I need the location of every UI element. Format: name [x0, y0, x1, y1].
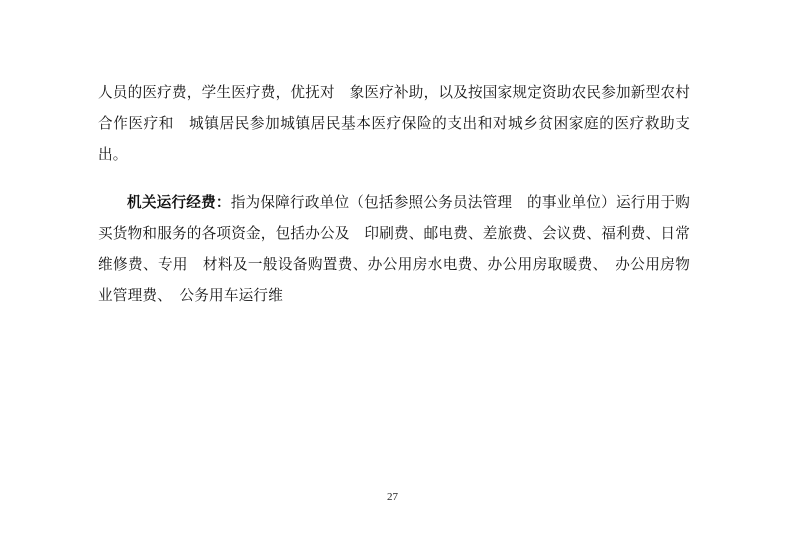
- page-number: 27: [387, 491, 398, 503]
- page-footer: [0, 487, 785, 505]
- term-agency-operating-funds: 机关运行经费：: [127, 195, 231, 211]
- paragraph-text: 人员的医疗费，学生医疗费，优抚对 象医疗补助，以及按国家规定资助农民参加新型农村合作医疗和 城镇居民参加城镇居民基本医疗保险的支出和对城乡贫困家庭的医疗救助支出。: [98, 85, 690, 163]
- paragraph-text: 指为保障行政单位（包括参照公务员法管理 的事业单位）运行用于购买货物和服务的各项资金，包括办公及 印刷费、邮电费、差旅费、会议费、福利费、日常维修费、专用 材料及一般设备购置费、办公用房水电费、办公用房取暖费、 办公用房物业管理费、 公务用车运行维: [98, 195, 690, 304]
- paragraph-medical-assistance: [98, 78, 690, 171]
- paragraph-agency-operating-funds: [98, 188, 690, 312]
- document-body: [98, 78, 690, 312]
